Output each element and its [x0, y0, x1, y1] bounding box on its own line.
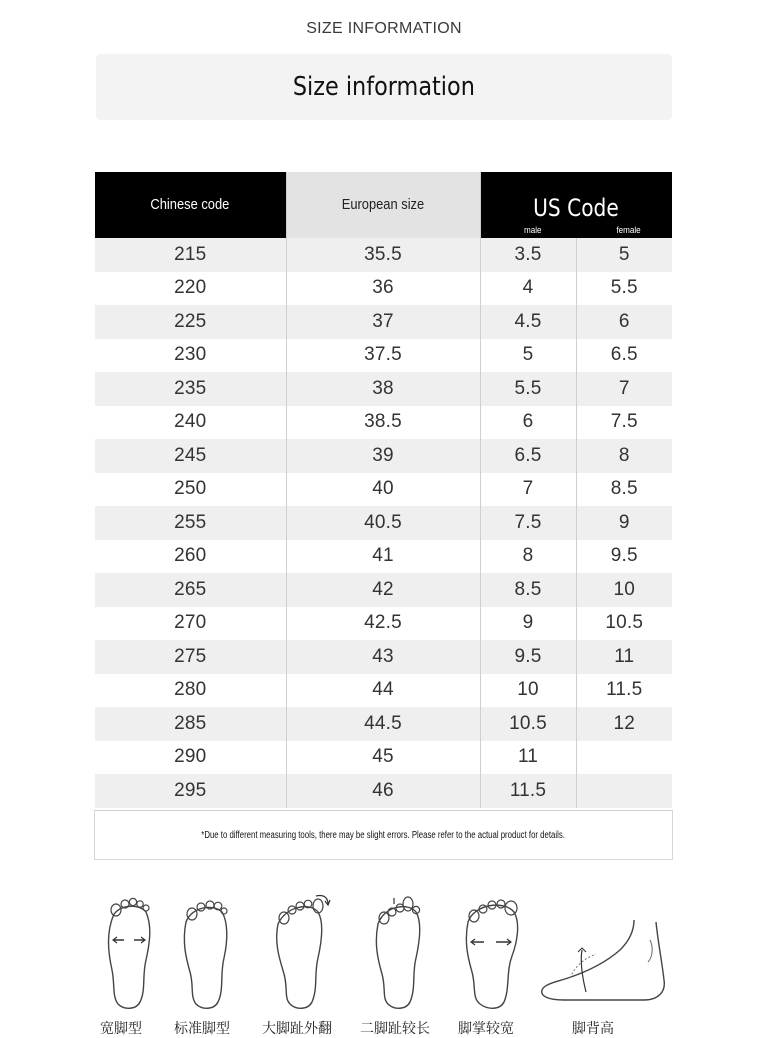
cell-us-female: 6 — [576, 305, 672, 339]
cell-european-size: 35.5 — [286, 238, 480, 272]
foot-label: 脚背高 — [572, 1020, 614, 1036]
cell-us-female: 10 — [576, 573, 672, 607]
cell-chinese-code: 285 — [95, 707, 286, 741]
cell-european-size: 42 — [286, 573, 480, 607]
foot-outline-icon — [370, 892, 428, 1012]
top-title: SIZE INFORMATION — [306, 20, 462, 37]
table-row — [95, 707, 672, 741]
cell-european-size: 44 — [286, 674, 480, 708]
banner — [96, 54, 672, 120]
cell-chinese-code: 250 — [95, 473, 286, 507]
cell-chinese-code: 270 — [95, 607, 286, 641]
table-row — [95, 774, 672, 808]
disclaimer-text: *Due to different measuring tools, there may be slight errors. Please refer to the actual product for details. — [201, 829, 566, 841]
table-row — [95, 238, 672, 272]
cell-chinese-code: 215 — [95, 238, 286, 272]
cell-european-size: 45 — [286, 741, 480, 775]
cell-european-size: 36 — [286, 272, 480, 306]
cell-chinese-code: 275 — [95, 640, 286, 674]
foot-label: 大脚趾外翻 — [262, 1020, 332, 1036]
cell-chinese-code: 235 — [95, 372, 286, 406]
cell-us-male: 5.5 — [480, 372, 576, 406]
disclaimer-box — [94, 810, 673, 860]
cell-chinese-code: 230 — [95, 339, 286, 373]
cell-us-female: 10.5 — [576, 607, 672, 641]
header-chinese-code: Chinese code — [95, 172, 286, 238]
cell-us-male: 3.5 — [480, 238, 576, 272]
cell-chinese-code: 295 — [95, 774, 286, 808]
cell-us-male: 5 — [480, 339, 576, 373]
table-row — [95, 506, 672, 540]
cell-us-male: 6.5 — [480, 439, 576, 473]
cell-us-female: 5 — [576, 238, 672, 272]
table-row — [95, 640, 672, 674]
cell-us-male: 11.5 — [480, 774, 576, 808]
cell-us-male: 8 — [480, 540, 576, 574]
cell-us-male: 10.5 — [480, 707, 576, 741]
table-row — [95, 339, 672, 373]
cell-us-female: 8 — [576, 439, 672, 473]
cell-european-size: 46 — [286, 774, 480, 808]
cell-us-female: 6.5 — [576, 339, 672, 373]
cell-european-size: 40 — [286, 473, 480, 507]
table-row — [95, 372, 672, 406]
cell-chinese-code: 245 — [95, 439, 286, 473]
foot-outline-icon — [178, 892, 234, 1012]
banner-title: Size information — [292, 72, 476, 102]
cell-european-size: 37 — [286, 305, 480, 339]
header-us-code: US Code male female — [480, 172, 672, 238]
table-row — [95, 406, 672, 440]
cell-us-male: 9.5 — [480, 640, 576, 674]
cell-us-female: 9 — [576, 506, 672, 540]
cell-us-male: 10 — [480, 674, 576, 708]
cell-chinese-code: 260 — [95, 540, 286, 574]
table-row — [95, 573, 672, 607]
cell-chinese-code: 220 — [95, 272, 286, 306]
cell-european-size: 40.5 — [286, 506, 480, 540]
foot-label: 二脚趾较长 — [360, 1020, 430, 1036]
cell-us-female — [576, 774, 672, 808]
table-row — [95, 439, 672, 473]
cell-us-female: 11.5 — [576, 674, 672, 708]
cell-us-female: 7 — [576, 372, 672, 406]
cell-us-female: 9.5 — [576, 540, 672, 574]
cell-european-size: 42.5 — [286, 607, 480, 641]
cell-european-size: 41 — [286, 540, 480, 574]
table-row — [95, 607, 672, 641]
cell-us-female: 12 — [576, 707, 672, 741]
table-header-row — [95, 172, 672, 238]
cell-chinese-code: 290 — [95, 741, 286, 775]
foot-side-icon — [534, 892, 674, 1012]
cell-us-male: 7.5 — [480, 506, 576, 540]
table-row — [95, 741, 672, 775]
table-body — [95, 238, 672, 808]
cell-european-size: 37.5 — [286, 339, 480, 373]
foot-outline-icon — [270, 892, 332, 1012]
table-row — [95, 540, 672, 574]
table-row — [95, 473, 672, 507]
foot-type-illustrations — [96, 892, 676, 1036]
size-table — [95, 172, 672, 808]
cell-us-female — [576, 741, 672, 775]
cell-us-female: 7.5 — [576, 406, 672, 440]
cell-us-male: 4 — [480, 272, 576, 306]
foot-outline-icon — [462, 892, 524, 1012]
cell-us-male: 11 — [480, 741, 576, 775]
cell-us-male: 9 — [480, 607, 576, 641]
cell-us-female: 8.5 — [576, 473, 672, 507]
cell-european-size: 38.5 — [286, 406, 480, 440]
table-row — [95, 272, 672, 306]
cell-european-size: 39 — [286, 439, 480, 473]
header-us-male: male — [523, 225, 542, 235]
cell-chinese-code: 240 — [95, 406, 286, 440]
foot-label: 宽脚型 — [100, 1020, 142, 1036]
cell-us-female: 5.5 — [576, 272, 672, 306]
cell-european-size: 38 — [286, 372, 480, 406]
cell-us-male: 8.5 — [480, 573, 576, 607]
cell-chinese-code: 280 — [95, 674, 286, 708]
cell-us-male: 6 — [480, 406, 576, 440]
table-row — [95, 674, 672, 708]
foot-outline-icon — [102, 892, 156, 1012]
cell-us-female: 11 — [576, 640, 672, 674]
cell-chinese-code: 225 — [95, 305, 286, 339]
cell-european-size: 43 — [286, 640, 480, 674]
foot-label: 脚掌较宽 — [458, 1020, 514, 1036]
cell-european-size: 44.5 — [286, 707, 480, 741]
header-european-size: European size — [286, 172, 480, 238]
cell-chinese-code: 265 — [95, 573, 286, 607]
cell-us-male: 7 — [480, 473, 576, 507]
cell-us-male: 4.5 — [480, 305, 576, 339]
header-us-female: female — [615, 225, 641, 235]
cell-chinese-code: 255 — [95, 506, 286, 540]
foot-label: 标准脚型 — [174, 1020, 230, 1036]
table-row — [95, 305, 672, 339]
